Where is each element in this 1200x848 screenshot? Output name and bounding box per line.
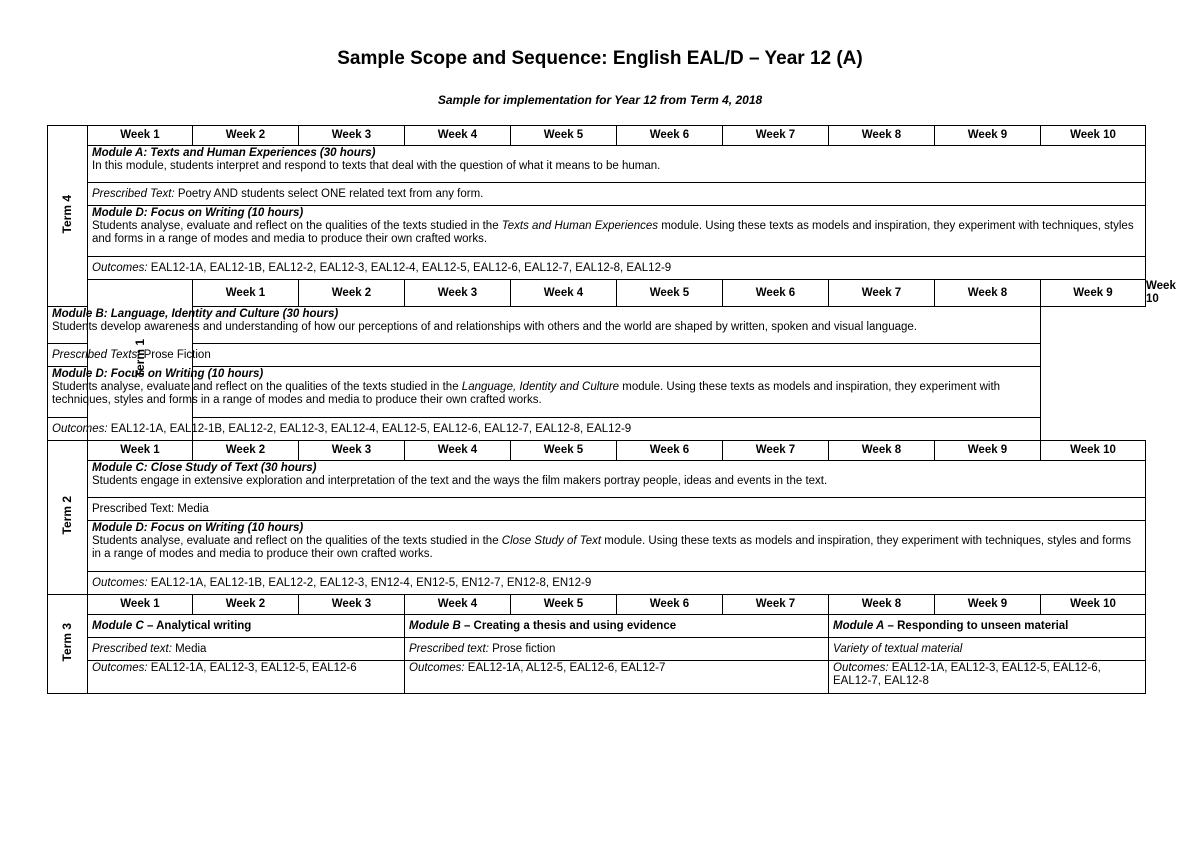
- term-label: Term 4: [48, 126, 88, 307]
- week-cell: Week 1: [88, 126, 193, 146]
- module-cell: [88, 521, 1146, 572]
- week-cell: Week 5: [617, 280, 723, 307]
- prescribed-text-cell: Variety of textual material: [829, 638, 1146, 661]
- module-title-cell: Module B – Creating a thesis and using evidence: [405, 615, 829, 638]
- outcomes-cell: Outcomes: EAL12-1A, EAL12-1B, EAL12-2, EAL12-3, EAL12-4, EAL12-5, EAL12-6, EAL12-7, EAL12-8, EAL12-9: [88, 257, 1146, 280]
- week-cell: Week 2: [193, 126, 299, 146]
- week-cell: Week 3: [405, 280, 511, 307]
- module-title: Module D: Focus on Writing (10 hours): [52, 368, 264, 380]
- module-title: Module B: Language, Identity and Culture (30 hours): [52, 308, 339, 320]
- week-cell: Week 9: [935, 441, 1041, 461]
- term-label: Term 3: [48, 595, 88, 694]
- outcomes-cell: Outcomes: EAL12-1A, EAL12-3, EAL12-5, EAL12-6, EAL12-7, EAL12-8: [829, 661, 1146, 694]
- week-cell: Week 4: [405, 126, 511, 146]
- module-title: Module C: Close Study of Text (30 hours): [92, 462, 317, 474]
- week-cell: Week 2: [193, 595, 299, 615]
- week-cell: Week 1: [88, 595, 193, 615]
- module-cell: [88, 206, 1146, 257]
- scope-sequence-table: [47, 125, 1176, 694]
- outcomes-cell: Outcomes: EAL12-1A, EAL12-3, EAL12-5, EAL12-6: [88, 661, 405, 694]
- week-cell: Week 5: [511, 595, 617, 615]
- module-cell: [48, 367, 1041, 418]
- outcomes-cell: Outcomes: EAL12-1A, EAL12-1B, EAL12-2, EAL12-3, EN12-4, EN12-5, EN12-7, EN12-8, EN12-9: [88, 572, 1146, 595]
- week-cell: Week 3: [299, 441, 405, 461]
- week-cell: Week 7: [829, 280, 935, 307]
- week-cell: Week 8: [829, 126, 935, 146]
- prescribed-text-cell: Prescribed text: Prose fiction: [405, 638, 829, 661]
- outcomes-cell: Outcomes: EAL12-1A, EAL12-1B, EAL12-2, EAL12-3, EAL12-4, EAL12-5, EAL12-6, EAL12-7, EAL12-8, EAL12-9: [48, 418, 1041, 441]
- week-cell: Week 6: [723, 280, 829, 307]
- module-description: Students analyse, evaluate and reflect on the qualities of the texts studied in the Language, Identity and Culture module. Using these texts as models and inspiration, they experiment with techniques, styles and forms in a range of modes and media to produce their own crafted works.: [52, 381, 1001, 406]
- prescribed-text-cell: Prescribed text: Media: [88, 638, 405, 661]
- week-cell: Week 6: [617, 126, 723, 146]
- module-description: In this module, students interpret and respond to texts that deal with the question of what it means to be human.: [92, 160, 661, 172]
- week-cell: Week 4: [511, 280, 617, 307]
- week-cell: Week 9: [1041, 280, 1146, 307]
- prescribed-text-cell: Prescribed Texts: Prose Fiction: [48, 344, 1041, 367]
- document-title: Sample Scope and Sequence: English EAL/D – Year 12 (A): [337, 48, 863, 69]
- week-cell: Week 7: [723, 126, 829, 146]
- week-cell: Week 5: [511, 441, 617, 461]
- week-cell: Week 9: [935, 126, 1041, 146]
- week-cell: Week 3: [299, 595, 405, 615]
- week-cell: Week 8: [829, 595, 935, 615]
- week-cell: Week 2: [299, 280, 405, 307]
- module-title: Module D: Focus on Writing (10 hours): [92, 522, 304, 534]
- week-cell: Week 2: [193, 441, 299, 461]
- term-label: Term 2: [48, 441, 88, 595]
- week-header-row: [48, 595, 1146, 615]
- week-cell: Week 10: [1041, 441, 1146, 461]
- week-cell: Week 9: [935, 595, 1041, 615]
- module-title: Module D: Focus on Writing (10 hours): [92, 207, 304, 219]
- module-title-cell: Module C – Analytical writing: [88, 615, 405, 638]
- module-description: Students develop awareness and understanding of how our perceptions of and relationships with others and the world are shaped by written, spoken and visual language.: [52, 321, 917, 333]
- module-cell: [88, 461, 1146, 498]
- module-title-cell: Module A – Responding to unseen material: [829, 615, 1146, 638]
- term-label: Term 1: [88, 280, 193, 441]
- week-cell: Week 7: [723, 595, 829, 615]
- week-cell: Week 6: [617, 595, 723, 615]
- week-cell: Week 1: [88, 441, 193, 461]
- document-subtitle: Sample for implementation for Year 12 from Term 4, 2018: [437, 93, 763, 107]
- prescribed-text-cell: Prescribed Text: Media: [88, 498, 1146, 521]
- week-cell: Week 4: [405, 441, 511, 461]
- module-description: Students engage in extensive exploration and interpretation of the text and the ways the film makers portray people, ideas and events in the text.: [92, 475, 828, 487]
- week-cell: Week 3: [299, 126, 405, 146]
- week-cell: Week 10: [1041, 595, 1146, 615]
- module-description: Students analyse, evaluate and reflect on the qualities of the texts studied in the Texts and Human Experiences module. Using these texts as models and inspiration, they experiment with techniques, styles and forms in a range of modes and media to produce their own crafted works.: [92, 220, 1134, 245]
- week-cell: Week 4: [405, 595, 511, 615]
- week-cell: Week 6: [617, 441, 723, 461]
- week-cell: Week 8: [935, 280, 1041, 307]
- week-cell: Week 5: [511, 126, 617, 146]
- week-cell: Week 1: [193, 280, 299, 307]
- module-description: Students analyse, evaluate and reflect on the qualities of the texts studied in the Close Study of Text module. Using these texts as models and inspiration, they experiment with techniques, styles and forms in a range of modes and media to produce their own crafted works.: [92, 535, 1131, 560]
- week-header-row: [48, 126, 1146, 146]
- module-cell: [88, 146, 1146, 183]
- week-cell: Week 7: [723, 441, 829, 461]
- week-cell: Week 10: [1041, 126, 1146, 146]
- week-cell: Week 8: [829, 441, 935, 461]
- prescribed-text-cell: Prescribed Text: Poetry AND students select ONE related text from any form.: [88, 183, 1146, 206]
- week-header-row: Term 1 Week 1 Week 2 Week 3 Week 4 Week 5 Week 6 Week 7 Week 8 Week 9 Week 10: [48, 280, 1146, 307]
- week-header-row: [48, 441, 1146, 461]
- module-title: Module A: Texts and Human Experiences (30 hours): [92, 147, 376, 159]
- outcomes-cell: Outcomes: EAL12-1A, AL12-5, EAL12-6, EAL12-7: [405, 661, 829, 694]
- module-cell: [48, 307, 1041, 344]
